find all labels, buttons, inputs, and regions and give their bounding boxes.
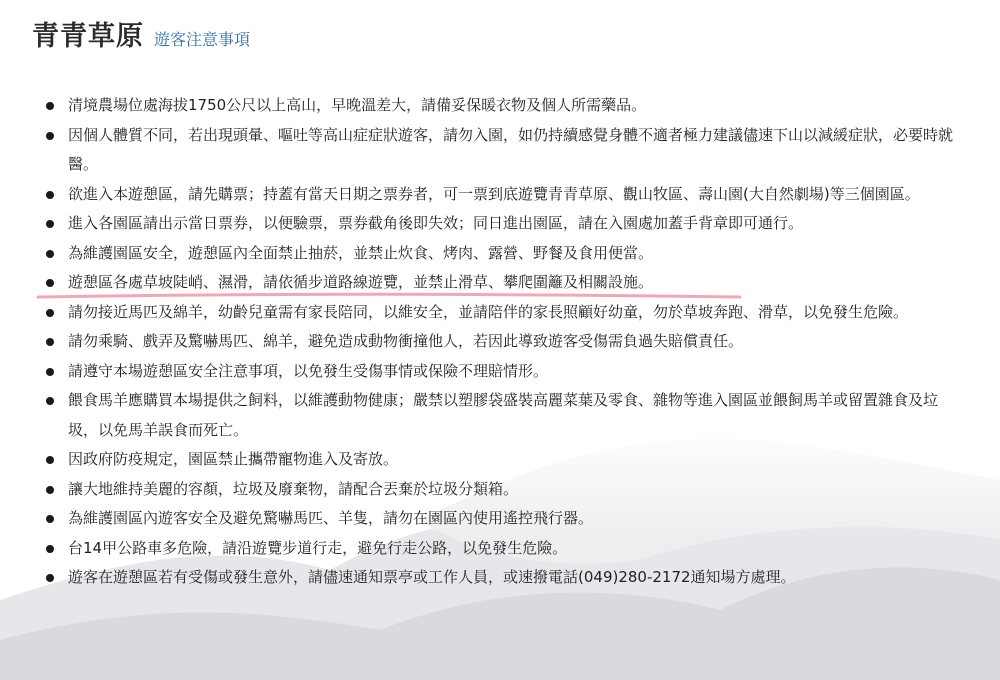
notice-item — [44, 209, 956, 239]
underline-path — [38, 294, 740, 297]
page-header — [32, 14, 250, 53]
bullet-dot-icon — [46, 220, 54, 228]
bullet-dot-icon — [46, 338, 54, 346]
bullet-dot-icon — [46, 515, 54, 523]
notice-text: 因政府防疫規定，園區禁止攜帶寵物進入及寄放。 — [68, 450, 399, 468]
notice-text: 餵食馬羊應購買本場提供之飼料，以維護動物健康；嚴禁以塑膠袋盛裝高麗菜葉及零食、雜物等進入園區並餵飼馬羊或留置雜食及垃圾，以免馬羊誤食而死亡。 — [68, 391, 939, 439]
bullet-dot-icon — [46, 545, 54, 553]
bullet-dot-icon — [46, 250, 54, 258]
bullet-dot-icon — [46, 102, 54, 110]
bullet-dot-icon — [46, 456, 54, 464]
notice-item — [44, 121, 956, 180]
notice-text: 請勿接近馬匹及綿羊，幼齡兒童需有家長陪同，以維安全，並請陪伴的家長照顧好幼童，勿於草坡奔跑、滑草，以免發生危險。 — [68, 302, 909, 321]
notice-text: 為維護園區內遊客安全及避免驚嚇馬匹、羊隻，請勿在園區內使用遙控飛行器。 — [68, 509, 594, 527]
notice-item — [44, 386, 956, 445]
notice-item — [44, 327, 956, 357]
bullet-dot-icon — [46, 368, 54, 376]
notice-item — [44, 534, 956, 564]
bullet-dot-icon — [46, 191, 54, 199]
notice-list — [44, 91, 956, 593]
bullet-dot-icon — [46, 397, 54, 405]
notice-item-highlighted — [44, 239, 956, 269]
notice-item — [44, 504, 956, 534]
page-title: 青青草原 — [32, 21, 144, 52]
bullet-dot-icon — [46, 486, 54, 494]
notice-text: 欲進入本遊憩區，請先購票；持蓋有當天日期之票券者，可一票到底遊覽青青草原、觀山牧區、壽山園(大自然劇場)等三個園區。 — [68, 184, 920, 203]
bullet-dot-icon — [46, 279, 54, 287]
notice-text: 台14甲公路車多危險，請沿遊覽步道行走，避免行走公路，以免發生危險。 — [68, 538, 568, 557]
notice-item — [44, 563, 956, 593]
notice-item — [44, 180, 956, 210]
bullet-dot-icon — [46, 132, 54, 140]
notice-item — [44, 475, 956, 505]
notice-item — [44, 357, 956, 387]
highlight-underline-stroke — [36, 289, 746, 303]
notice-text: 因個人體質不同，若出現頭暈、嘔吐等高山症症狀遊客，請勿入園，如仍持續感覺身體不適者極力建議儘速下山以減緩症狀，必要時就醫。 — [68, 125, 954, 173]
notice-text: 讓大地維持美麗的容顏，垃圾及廢棄物，請配合丟棄於垃圾分類箱。 — [68, 479, 519, 498]
page-subtitle: 遊客注意事項 — [154, 30, 251, 49]
notice-text: 請勿乘騎、戲弄及驚嚇馬匹、綿羊，避免造成動物衝撞他人，若因此導致遊客受傷需負過失賠償責任。 — [68, 332, 744, 350]
bullet-dot-icon — [46, 574, 54, 582]
notice-text: 進入各園區請出示當日票券，以便驗票，票券截角後即失效；同日進出園區，請在入園處加蓋手背章即可通行。 — [68, 214, 804, 232]
notice-text: 請遵守本場遊憩區安全注意事項，以免發生受傷事情或保險不理賠情形。 — [68, 361, 549, 380]
notice-item — [44, 91, 956, 121]
notice-item — [44, 445, 956, 475]
bullet-dot-icon — [46, 309, 54, 317]
notice-text: 遊客在遊憩區若有受傷或發生意外，請儘速通知票亭或工作人員，或速撥電話(049)280-2172通知場方處理。 — [68, 568, 796, 586]
notice-text: 清境農場位處海拔1750公尺以上高山，早晚溫差大，請備妥保暖衣物及個人所需藥品。 — [68, 96, 647, 114]
notice-text: 為維護園區安全，遊憩區內全面禁止抽菸，並禁止炊食、烤肉、露營、野餐及食用便當。 — [68, 243, 654, 262]
notice-text: 遊憩區各處草坡陡峭、濕滑，請依循步道路線遊覽，並禁止滑草、攀爬圍籬及相關設施。 — [68, 273, 654, 291]
